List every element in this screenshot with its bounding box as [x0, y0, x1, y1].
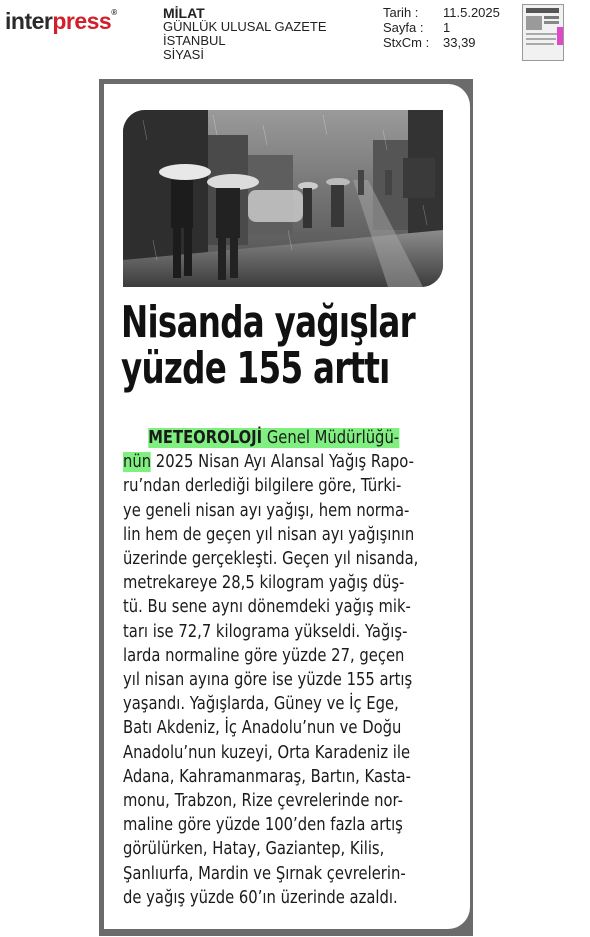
body-line: görülürken, Hatay, Gaziantep, Kilis,	[123, 839, 385, 860]
body-line: lin hem de geçen yıl nisan ayı yağışının	[123, 524, 415, 545]
meta-label: StxCm :	[383, 35, 430, 50]
article-body	[123, 426, 419, 910]
publication-city: İSTANBUL	[163, 33, 226, 48]
interpress-logo	[5, 8, 117, 35]
body-line: tarı ise 72,7 kilograma yükseldi. Yağış-	[123, 621, 408, 642]
publication-name: MİLAT	[163, 5, 205, 21]
body-line: Batı Akdeniz, İç Anadolu’nun ve Doğu	[123, 718, 402, 739]
body-line: üzerinde gerçekleşti. Geçen yıl nisanda,	[123, 549, 419, 570]
body-line: Şanlıurfa, Mardin ve Şırnak çevrelerin-	[123, 863, 406, 884]
body-line: ru’ndan derlediği bilgilere göre, Türki-	[123, 476, 402, 497]
body-line: maline göre yüzde 100’den fazla artış	[123, 815, 403, 836]
publication-category: SİYASİ	[163, 47, 204, 62]
body-line: larda normaline göre yüzde 27, geçen	[123, 645, 405, 666]
headline-line: yüzde 155 arttı	[121, 343, 390, 394]
clipping-meta	[383, 5, 500, 50]
article-location-marker	[557, 27, 563, 45]
page-thumbnail[interactable]	[522, 4, 564, 61]
body-line: metrekareye 28,5 kilogram yağış düş-	[123, 573, 405, 594]
body-line: monu, Trabzon, Rize çevrelerinde nor-	[123, 791, 404, 812]
body-line: yaşandı. Yağışlarda, Güney ve İç Ege,	[123, 694, 399, 715]
meta-row-page	[383, 20, 500, 35]
body-line: ye geneli nisan ayı yağışı, hem norma-	[123, 500, 410, 521]
meta-label: Tarih :	[383, 5, 419, 20]
headline-line: Nisanda yağışlar	[121, 297, 415, 348]
body-line: Anadolu’nun kuzeyi, Orta Karadeniz ile	[123, 742, 411, 763]
body-line	[123, 426, 400, 450]
highlighted-keyword: nün	[123, 452, 152, 473]
body-line: yıl nisan ayına göre ise yüzde 155 artış	[123, 670, 413, 691]
body-line: tü. Bu sene aynı dönemdeki yağış mik-	[123, 597, 411, 618]
article-headline	[121, 297, 415, 394]
meta-row-stxcm	[383, 35, 500, 50]
highlighted-keyword: METEOROLOJİ	[148, 428, 263, 448]
rain-street-photo	[123, 110, 443, 287]
logo-main: inter	[5, 8, 53, 34]
body-line: nün 2025 Nisan Ayı Alansal Yağış Rapo-	[123, 452, 414, 473]
publication-info	[163, 6, 327, 62]
meta-value: 33,39	[443, 35, 476, 50]
meta-label: Sayfa :	[383, 20, 424, 35]
logo-registered-mark: ®	[111, 8, 117, 17]
logo-accent: press	[52, 8, 112, 34]
body-line: de yağış yüzde 60’ın üzerinde azaldı.	[123, 887, 398, 908]
body-line: Adana, Kahramanmaraş, Bartın, Kasta-	[123, 766, 411, 787]
publication-type: GÜNLÜK ULUSAL GAZETE	[163, 19, 327, 34]
meta-row-date	[383, 5, 500, 20]
highlighted-keyword: Genel Müdürlüğü-	[262, 428, 400, 448]
meta-value: 11.5.2025	[443, 5, 500, 20]
meta-value: 1	[443, 20, 451, 35]
